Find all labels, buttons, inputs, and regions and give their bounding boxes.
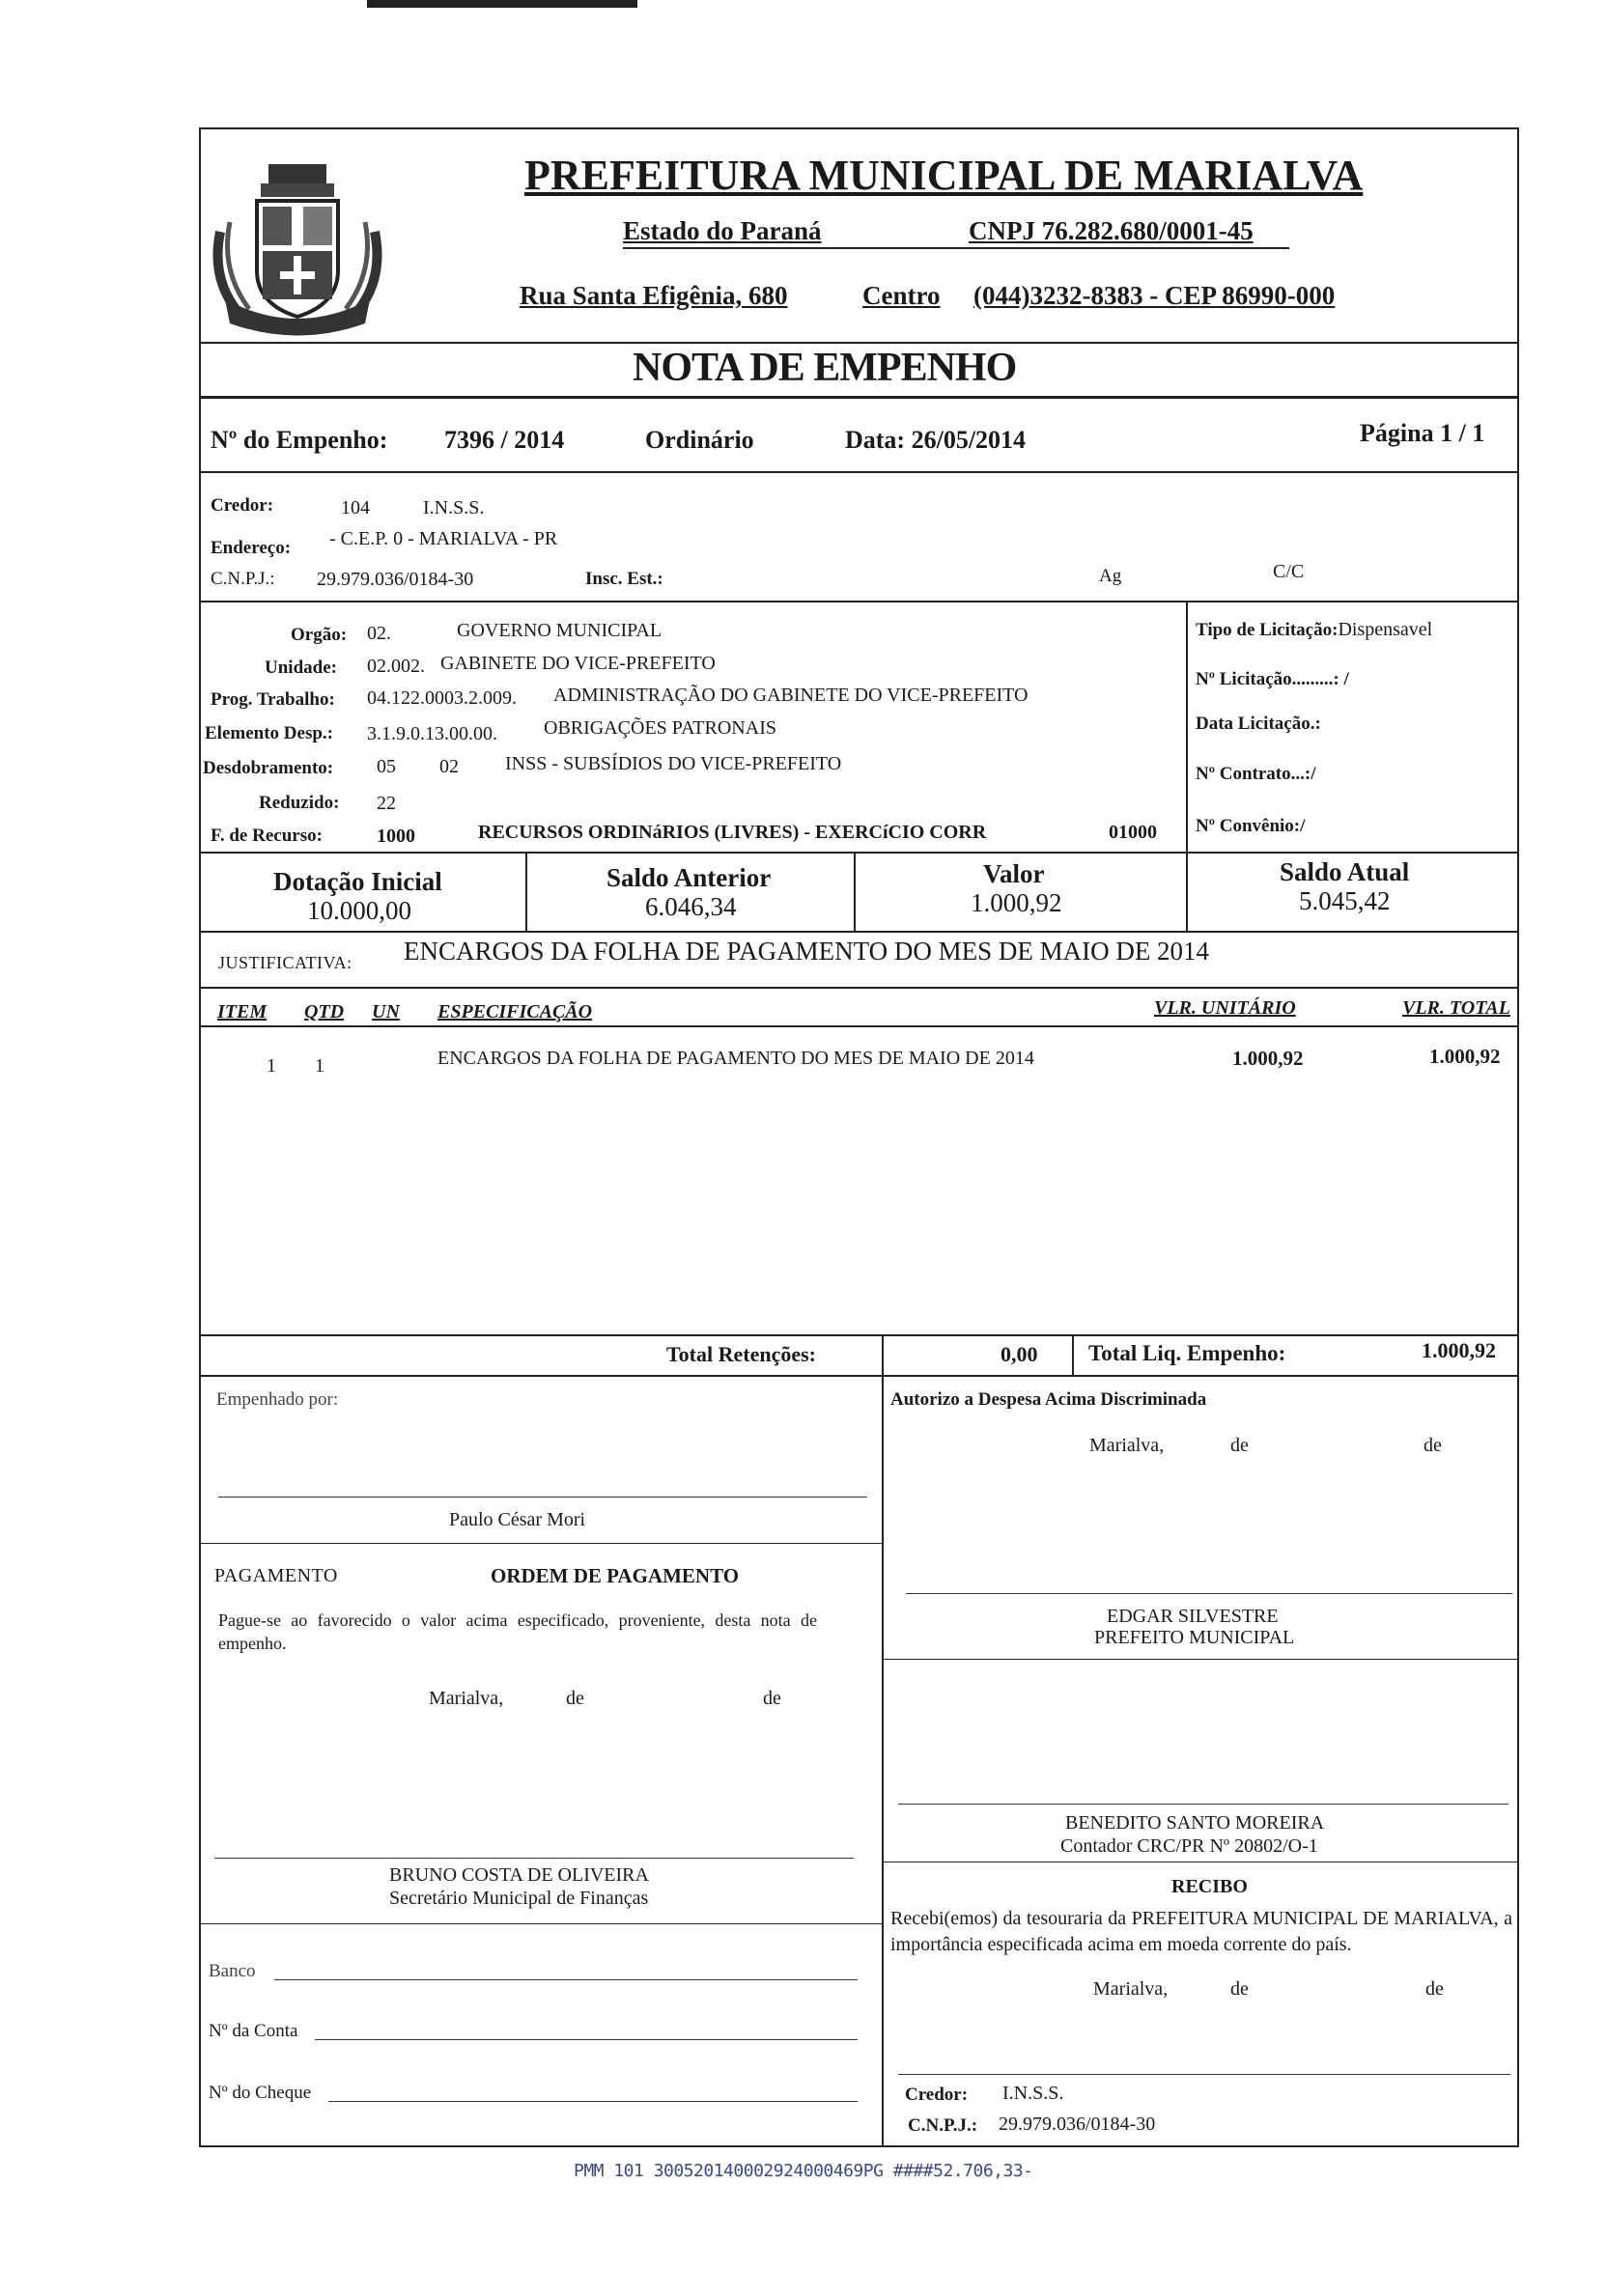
footer-barcode-text: PMM 101 300520140002924000469PG ####52.706,33- [574,2161,1033,2181]
recurso-code: 1000 [377,826,415,847]
desdobramento-label: Desdobramento: [203,758,334,778]
pague-se-text: Pague-se ao favorecido o valor acima especificado, proveniente, desta nota de empenho. [218,1610,817,1654]
credor-divider [199,601,1519,602]
numero-licitacao: Nº Licitação.........: / [1196,669,1349,689]
secretario-role: Secretário Municipal de Finanças [389,1888,649,1909]
justificativa-divider [199,987,1519,989]
prefeito-divider [882,1659,1519,1660]
empenho-number-label: Nº do Empenho: [211,426,388,454]
desdobramento-code-1: 05 [377,756,396,777]
autorizo-de-1: de [1230,1435,1249,1456]
elemento-name: OBRIGAÇÕES PATRONAIS [544,717,776,739]
values-bottom-divider [199,931,1519,933]
saldo-atual-label: Saldo Atual [1280,857,1410,886]
credor-code: 104 [341,497,370,518]
recurso-name: RECURSOS ORDINáRIOS (LIVRES) - EXERCíCIO CORR [478,822,987,843]
totals-top-divider [199,1334,1519,1336]
items-header-qtd: QTD [304,1001,345,1022]
state-underline [623,247,1289,249]
signatures-divider-vertical [882,1375,884,2147]
unidade-label: Unidade: [265,658,337,678]
cc-label: C/C [1273,561,1305,582]
elemento-label: Elemento Desp.: [205,723,333,743]
autorizo-de-2: de [1424,1435,1442,1456]
prog-trabalho-code: 04.122.0003.2.009. [367,687,517,709]
prog-trabalho-name: ADMINISTRAÇÃO DO GABINETE DO VICE-PREFEITO [553,685,1029,706]
insc-est-label: Insc. Est.: [585,569,663,589]
items-header-vlr-total: VLR. TOTAL [1402,997,1510,1019]
contador-role: Contador CRC/PR Nº 20802/O-1 [1060,1835,1318,1857]
endereco-value: - C.E.P. 0 - MARIALVA - PR [329,528,558,549]
saldo-anterior-label: Saldo Anterior [606,863,772,892]
recibo-text: Recebi(emos) da tesouraria da PREFEITURA MUNICIPAL DE MARIALVA, a importância especificada acima em moeda corrente do país. [890,1908,1512,1955]
pague-de-1: de [566,1688,584,1709]
total-liq-empenho-value: 1.000,92 [1422,1338,1496,1362]
prefeito-role: PREFEITO MUNICIPAL [1094,1627,1295,1648]
total-retencoes-value: 0,00 [1001,1342,1038,1366]
secretario-name: BRUNO COSTA DE OLIVEIRA [389,1864,649,1886]
ag-label: Ag [1099,566,1122,586]
recibo-place: Marialva, [1093,1978,1169,2000]
total-liq-empenho-label: Total Liq. Empenho: [1088,1341,1286,1365]
cheque-label: Nº do Cheque [209,2083,312,2103]
reduzido-value: 22 [377,793,396,814]
item-row-1-vlr-total: 1.000,92 [1429,1045,1501,1068]
credor-name: I.N.S.S. [423,497,485,518]
pagamento-label: PAGAMENTO [214,1565,338,1586]
empenhado-signature-line [218,1497,867,1498]
valor-label: Valor [983,859,1045,888]
prefeito-name: EDGAR SILVESTRE [1107,1606,1279,1627]
totals-bottom-divider [199,1375,1519,1377]
budget-bottom-divider [199,852,1519,854]
dotacao-inicial-value: 10.000,00 [307,896,411,925]
recibo-de-2: de [1425,1978,1444,2000]
prefeito-signature-line [906,1593,1512,1594]
ordem-pagamento-label: ORDEM DE PAGAMENTO [491,1564,740,1587]
item-row-1-qtd: 1 [315,1055,324,1077]
empenho-divider [199,471,1519,473]
municipality-phone-cep: (044)3232-8383 - CEP 86990-000 [973,281,1336,310]
data-licitacao: Data Licitação.: [1196,714,1321,734]
empenhado-por-name: Paulo César Mori [449,1509,586,1530]
desdobramento-code-2: 02 [439,756,459,777]
header-divider [199,342,1519,344]
cheque-line [328,2101,858,2102]
municipality-district: Centro [862,281,941,310]
desdobramento-name: INSS - SUBSÍDIOS DO VICE-PREFEITO [505,753,842,774]
items-header-vlr-unitario: VLR. UNITÁRIO [1154,997,1296,1019]
item-row-1-item: 1 [267,1055,276,1077]
justificativa-text: ENCARGOS DA FOLHA DE PAGAMENTO DO MES DE MAIO DE 2014 [404,937,1210,966]
unidade-code: 02.002. [367,656,425,677]
total-retencoes-label: Total Retenções: [666,1342,816,1366]
empenhado-por-label: Empenhado por: [216,1389,339,1410]
items-header-especificacao: ESPECIFICAÇÃO [437,1001,593,1022]
conta-line [315,2039,858,2040]
top-edge-mark [367,0,637,8]
recibo-credor-value: I.N.S.S. [1002,2083,1064,2104]
tipo-licitacao-value: Dispensavel [1338,619,1433,640]
prog-trabalho-label: Prog. Trabalho: [211,689,335,710]
unidade-name: GABINETE DO VICE-PREFEITO [440,653,716,674]
cnpj-label: C.N.P.J.: [211,569,275,589]
dotacao-inicial-label: Dotação Inicial [273,867,442,896]
empenho-number: 7396 / 2014 [444,426,565,454]
secretario-signature-line [214,1858,854,1859]
orgao-name: GOVERNO MUNICIPAL [457,620,663,641]
municipality-title: PREFEITURA MUNICIPAL DE MARIALVA [524,152,1364,199]
contador-signature-line [898,1804,1508,1805]
endereco-label: Endereço: [211,538,292,558]
recurso-label: F. de Recurso: [211,826,323,846]
valor-value: 1.000,92 [971,888,1062,917]
item-row-1-especificacao: ENCARGOS DA FOLHA DE PAGAMENTO DO MES DE MAIO DE 2014 [437,1048,1034,1069]
page-number: Página 1 / 1 [1360,419,1485,447]
items-header-item: ITEM [217,1001,268,1022]
coat-of-arms-icon [201,145,394,338]
numero-convenio: Nº Convênio:/ [1196,816,1306,836]
numero-contrato: Nº Contrato...:/ [1196,764,1316,784]
credor-label: Credor: [211,495,274,516]
recibo-title: RECIBO [1171,1876,1248,1897]
recibo-cnpj-value: 29.979.036/0184-30 [999,2114,1156,2135]
saldo-anterior-value: 6.046,34 [645,892,737,921]
municipality-address: Rua Santa Efigênia, 680 [520,281,788,310]
saldo-atual-value: 5.045,42 [1299,886,1391,915]
pague-place: Marialva, [429,1688,504,1709]
budget-divider-vertical [1186,601,1188,852]
values-divider-2 [854,852,856,931]
recibo-signature-line [898,2074,1510,2075]
autorizo-label: Autorizo a Despesa Acima Discriminada [890,1389,1207,1410]
document-title: NOTA DE EMPENHO [633,346,1017,390]
municipality-cnpj: CNPJ 76.282.680/0001-45 [969,216,1254,245]
recibo-credor-label: Credor: [905,2085,969,2105]
title-divider [199,396,1519,399]
values-divider-1 [525,852,527,931]
cnpj-value: 29.979.036/0184-30 [317,569,474,590]
totals-divider-1 [882,1334,884,1375]
orgao-code: 02. [367,623,391,644]
banco-label: Banco [209,1961,256,1981]
recurso-number: 01000 [1109,822,1157,843]
totals-divider-2 [1072,1334,1074,1375]
state-name: Estado do Paraná [623,216,822,245]
autorizo-place: Marialva, [1089,1435,1165,1456]
items-header-divider [199,1025,1519,1027]
empenho-type: Ordinário [645,426,754,454]
elemento-code: 3.1.9.0.13.00.00. [367,723,497,744]
recibo-cnpj-label: C.N.P.J.: [908,2115,978,2136]
empenho-date: Data: 26/05/2014 [845,426,1027,454]
conta-label: Nº da Conta [209,2021,298,2041]
justificativa-label: JUSTIFICATIVA: [218,953,352,972]
contador-name: BENEDITO SANTO MOREIRA [1065,1812,1325,1834]
pague-de-2: de [763,1688,781,1709]
items-header-un: UN [372,1001,400,1022]
values-divider-3 [1186,852,1188,931]
empenhado-divider [199,1543,882,1544]
orgao-label: Orgão: [291,625,348,645]
item-row-1-vlr-unitario: 1.000,92 [1232,1047,1304,1070]
banco-line [274,1979,858,1980]
tipo-licitacao-label: Tipo de Licitação:Dispensavel [1196,619,1433,640]
reduzido-label: Reduzido: [259,793,340,813]
secretario-divider [199,1923,882,1924]
recibo-de-1: de [1230,1978,1249,2000]
